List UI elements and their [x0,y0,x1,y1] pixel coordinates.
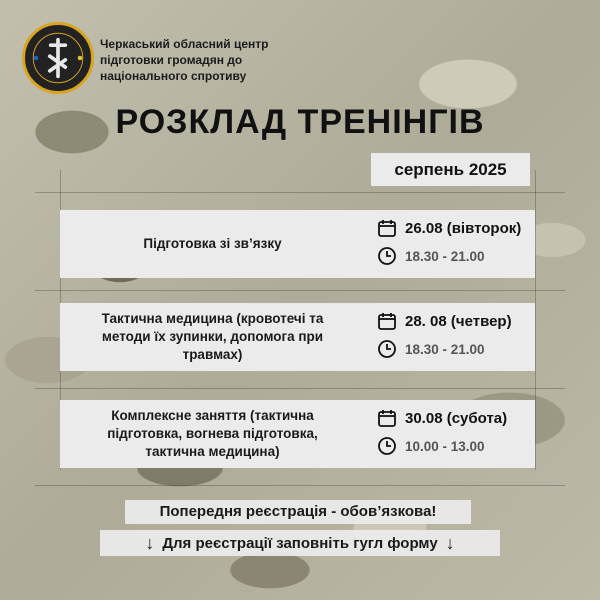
grid-line [35,192,565,193]
training-name [60,210,365,278]
training-name-line: підготовка, вогнева підготовка, [107,426,318,441]
training-schedule [365,400,535,468]
training-date-text: 26.08 (вівторок) [405,219,522,237]
training-name-line: Комплексне заняття (тактична [111,408,314,423]
clock-icon [377,246,397,266]
training-time [377,339,485,359]
training-time [377,246,485,266]
training-date [377,218,521,238]
org-name-line: підготовки громадян до [100,53,243,67]
training-row [60,210,535,278]
training-name [60,303,365,371]
org-name-line: національного спротиву [100,69,247,83]
training-date [377,408,507,428]
training-name-line: методи їх зупинки, допомога при [101,329,324,344]
org-name-line: Черкаський обласний центр [100,37,269,51]
training-time-text: 18.30 - 21.00 [405,341,485,357]
training-schedule [365,210,535,278]
calendar-icon [377,218,397,238]
registration-notice: Попередня реєстрація - обов’язкова! [125,500,471,524]
training-name [60,400,365,468]
grid-line [35,290,565,291]
registration-cta[interactable] [100,530,500,556]
training-date-text: 30.08 (субота) [405,409,508,427]
month-label: серпень 2025 [371,153,530,186]
arrow-down-icon: ↓ [445,533,455,553]
training-schedule [365,303,535,371]
training-name-line: Підготовка зі зв’язку [143,236,282,251]
grid-line [35,388,565,389]
training-date [377,311,512,331]
arrow-down-icon: ↓ [145,533,155,553]
organization-emblem-icon [22,22,94,94]
training-name-line: травмах) [182,347,243,362]
training-name-line: Тактична медицина (кровотечі та [101,311,324,326]
training-row [60,303,535,371]
grid-line [35,485,565,486]
calendar-icon [377,408,397,428]
registration-cta-text: Для реєстрації заповніть гугл форму [162,534,438,552]
training-date-text: 28. 08 (четвер) [405,312,512,330]
grid-line [535,170,536,470]
training-name-line: тактична медицина) [145,444,280,459]
calendar-icon [377,311,397,331]
training-time-text: 10.00 - 13.00 [405,438,485,454]
clock-icon [377,436,397,456]
organization-name [100,36,320,84]
page-title: РОЗКЛАД ТРЕНІНГІВ [115,103,485,141]
training-row [60,400,535,468]
training-time [377,436,485,456]
clock-icon [377,339,397,359]
training-time-text: 18.30 - 21.00 [405,248,485,264]
